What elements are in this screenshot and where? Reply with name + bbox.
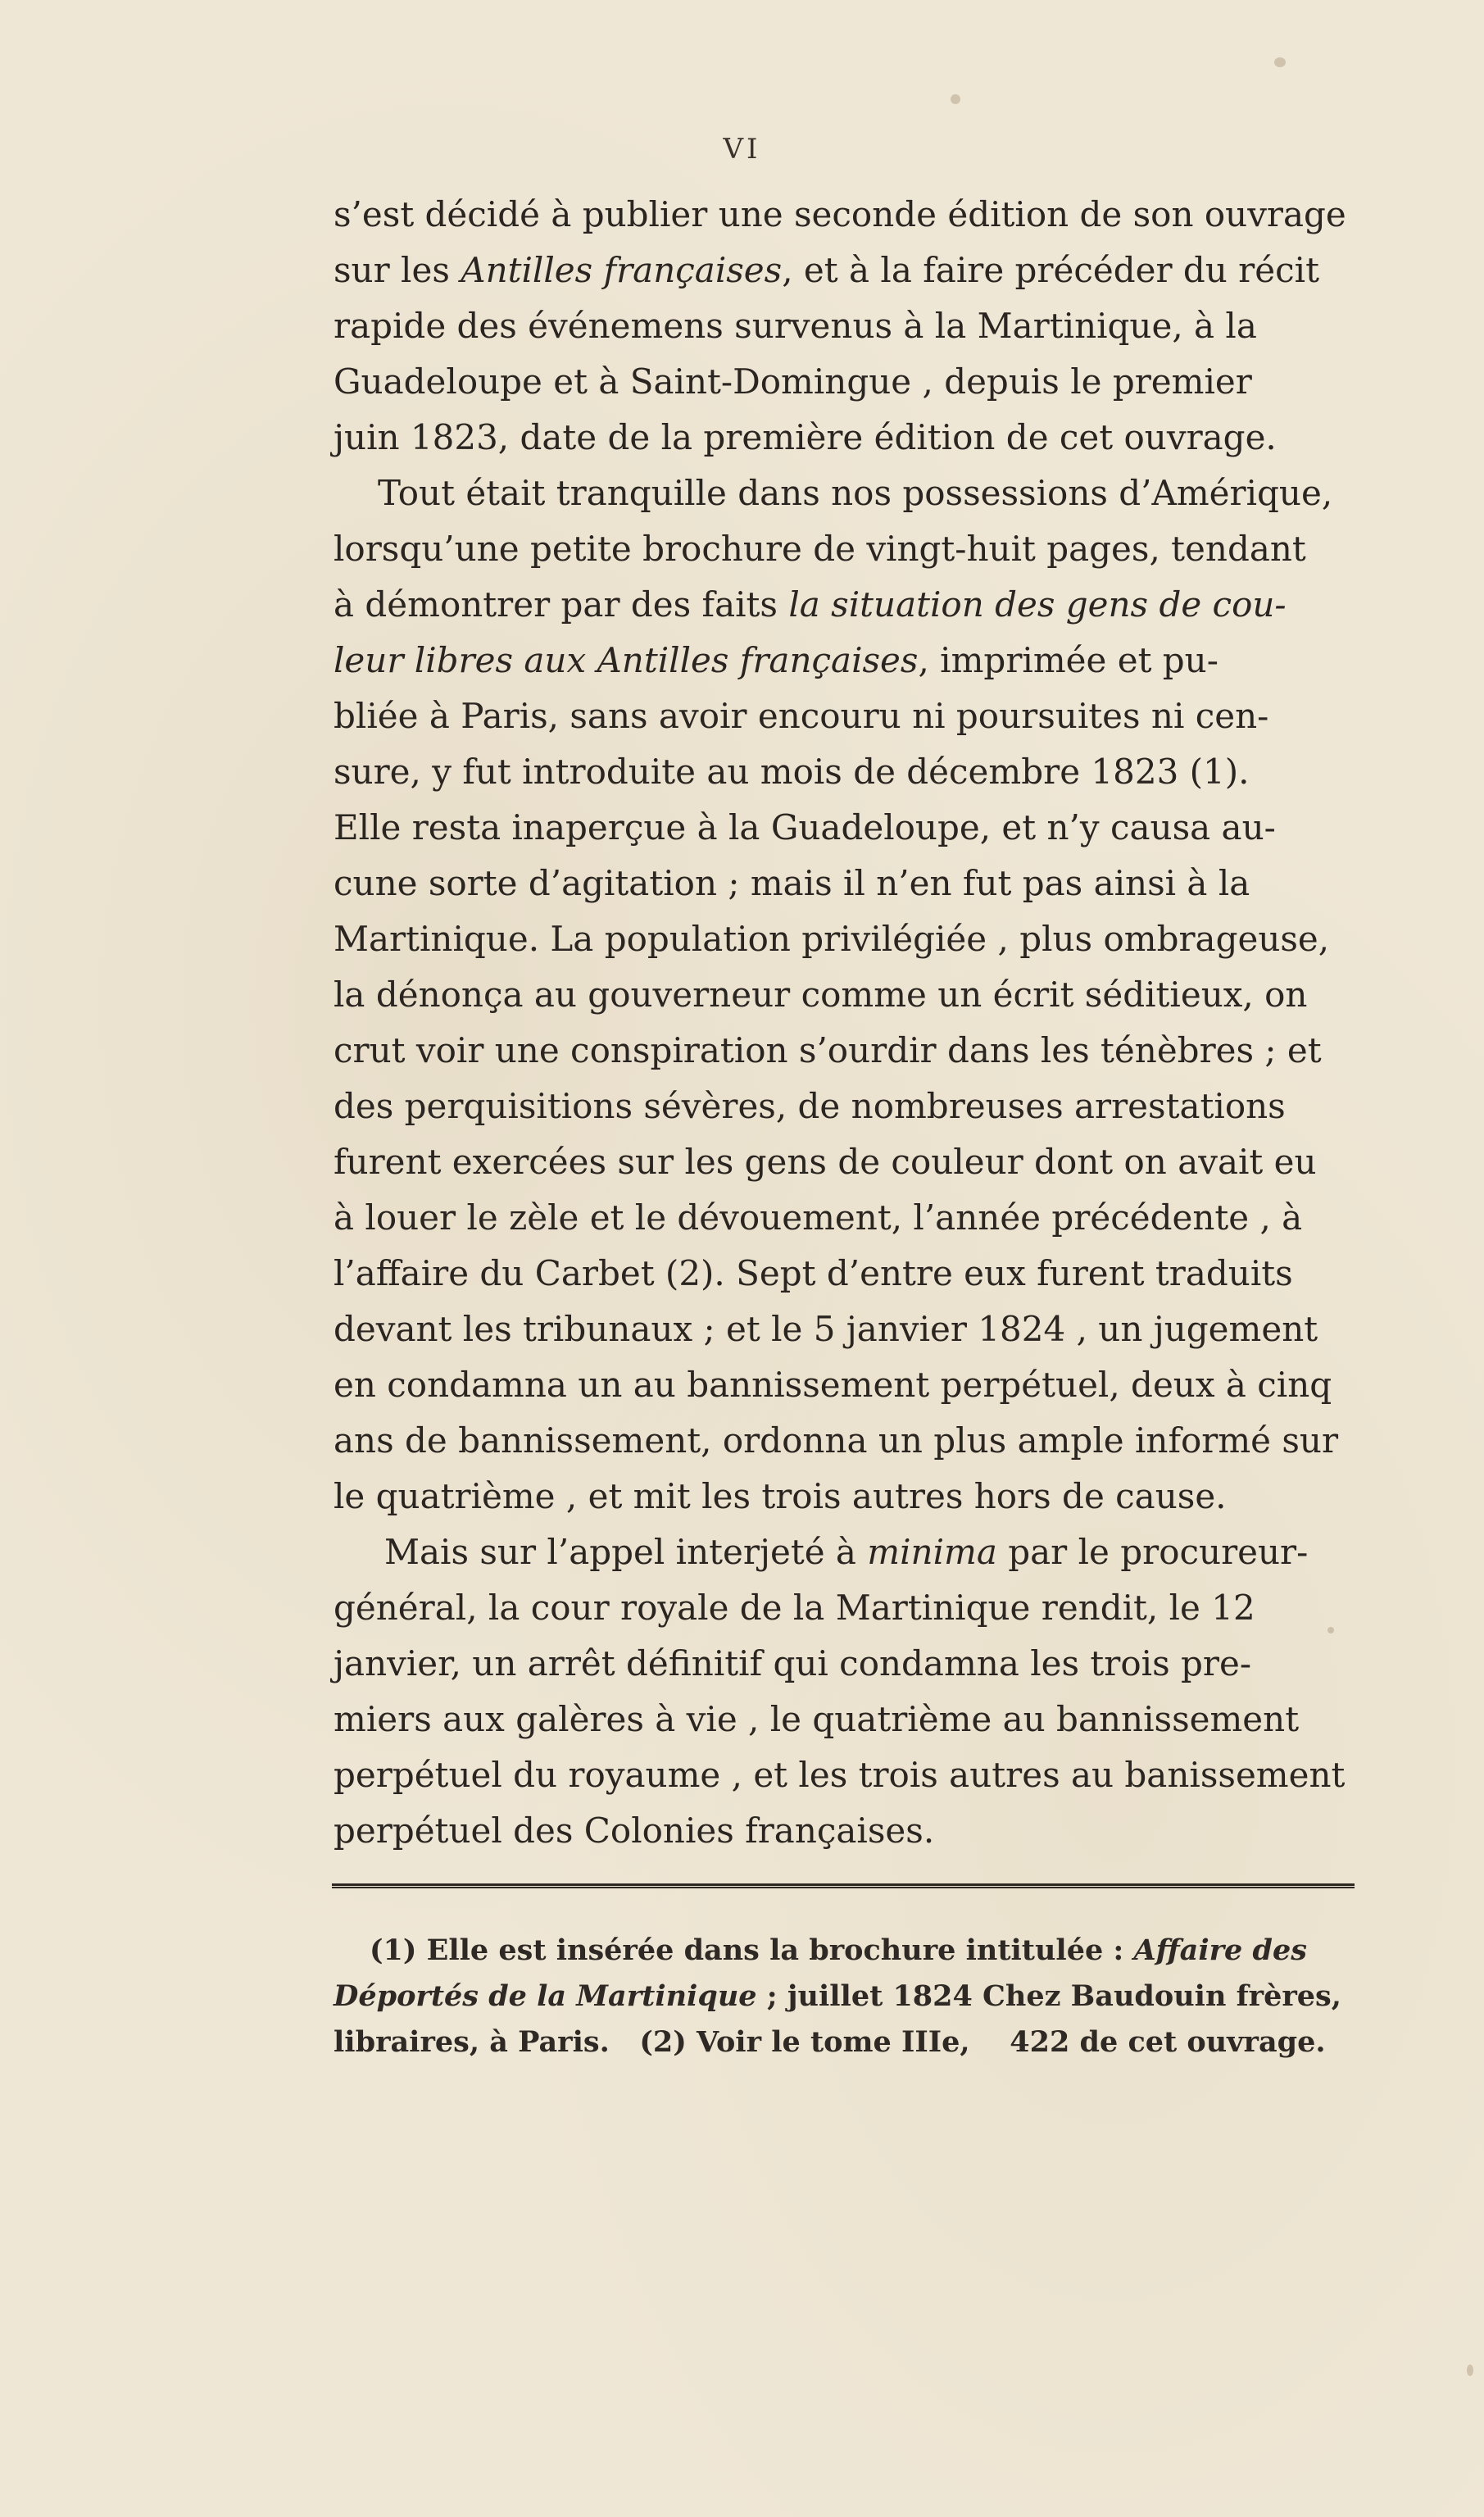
text-line: des perquisitions sévères, de nombreuses arrestations (334, 1086, 1286, 1126)
paper-spot (1467, 2365, 1473, 2376)
text-line: à louer le zèle et le dévouement, l’année précédente , à (334, 1197, 1303, 1238)
text-line: miers aux galères à vie , le quatrième au bannissement (334, 1699, 1300, 1739)
italic-title: Antilles françaises (461, 250, 783, 290)
text-line: Tout était tranquille dans nos possessions d’Amérique, (378, 473, 1333, 513)
text-line: Martinique. La population privilégiée , plus ombrageuse, (334, 919, 1330, 959)
text-line: furent exercées sur les gens de couleur dont on avait eu (334, 1142, 1317, 1182)
text-line: à démontrer par des faits la situation des gens de cou- (334, 584, 1287, 625)
text-line: ans de bannissement, ordonna un plus ample informé sur (334, 1420, 1339, 1461)
body-text (334, 187, 1354, 1859)
text-line: devant les tribunaux ; et le 5 janvier 1824 , un jugement (334, 1309, 1318, 1349)
text-line: leur libres aux Antilles françaises, imprimée et pu- (334, 640, 1219, 680)
text-line: perpétuel du royaume , et les trois autres au banissement (334, 1755, 1346, 1795)
text-line: rapide des événemens survenus à la Martinique, à la (334, 306, 1257, 346)
footnote-line: Déportés de la Martinique ; juillet 1824 Chez Baudouin frères, (334, 1979, 1341, 2013)
text-line: Mais sur l’appel interjeté à minima par le procureur- (384, 1532, 1309, 1572)
text-line: juin 1823, date de la première édition de cet ouvrage. (334, 417, 1277, 457)
text-line: Guadeloupe et à Saint-Domingue , depuis le premier (334, 361, 1252, 402)
footnote-line: libraires, à Paris. (2) Voir le tome IIIe, 422 de cet ouvrage. (334, 2025, 1326, 2059)
italic-title: Affaire des (1133, 1933, 1307, 1967)
paper-spot (1274, 57, 1286, 67)
text-line: la dénonça au gouverneur comme un écrit séditieux, on (334, 975, 1308, 1015)
text-line: perpétuel des Colonies françaises. (334, 1811, 935, 1851)
italic-term: minima (867, 1532, 997, 1572)
text-line: bliée à Paris, sans avoir encouru ni poursuites ni cen- (334, 696, 1269, 736)
text-line: en condamna un au bannissement perpétuel, deux à cinq (334, 1365, 1332, 1405)
text-line: le quatrième , et mit les trois autres hors de cause. (334, 1476, 1227, 1516)
text-line: s’est décidé à publier une seconde édition de son ouvrage (334, 194, 1346, 234)
text-line: sur les Antilles françaises, et à la faire précéder du récit (334, 250, 1319, 290)
footnote-divider (332, 1883, 1355, 1888)
italic-title: Déportés de la Martinique (334, 1979, 757, 2013)
text-line: Elle resta inaperçue à la Guadeloupe, et n’y causa au- (334, 807, 1276, 847)
italic-title: leur libres aux Antilles françaises (334, 640, 919, 680)
text-line: sure, y fut introduite au mois de décembre 1823 (1). (334, 752, 1250, 792)
footnote-line: (1) Elle est insérée dans la brochure intitulée : Affaire des (370, 1933, 1307, 1967)
text-line: lorsqu’une petite brochure de vingt-huit pages, tendant (334, 529, 1306, 569)
text-line: cune sorte d’agitation ; mais il n’en fut pas ainsi à la (334, 863, 1250, 903)
text-line: général, la cour royale de la Martinique rendit, le 12 (334, 1588, 1255, 1628)
italic-title: la situation des gens de cou- (788, 584, 1287, 625)
text-line: crut voir une conspiration s’ourdir dans les ténèbres ; et (334, 1030, 1322, 1070)
text-line: janvier, un arrêt définitif qui condamna les trois pre- (334, 1643, 1252, 1683)
page-number: VI (723, 133, 761, 166)
paper-spot (951, 94, 960, 104)
footnotes (334, 1928, 1354, 2065)
text-line: l’affaire du Carbet (2). Sept d’entre eux furent traduits (334, 1253, 1293, 1293)
